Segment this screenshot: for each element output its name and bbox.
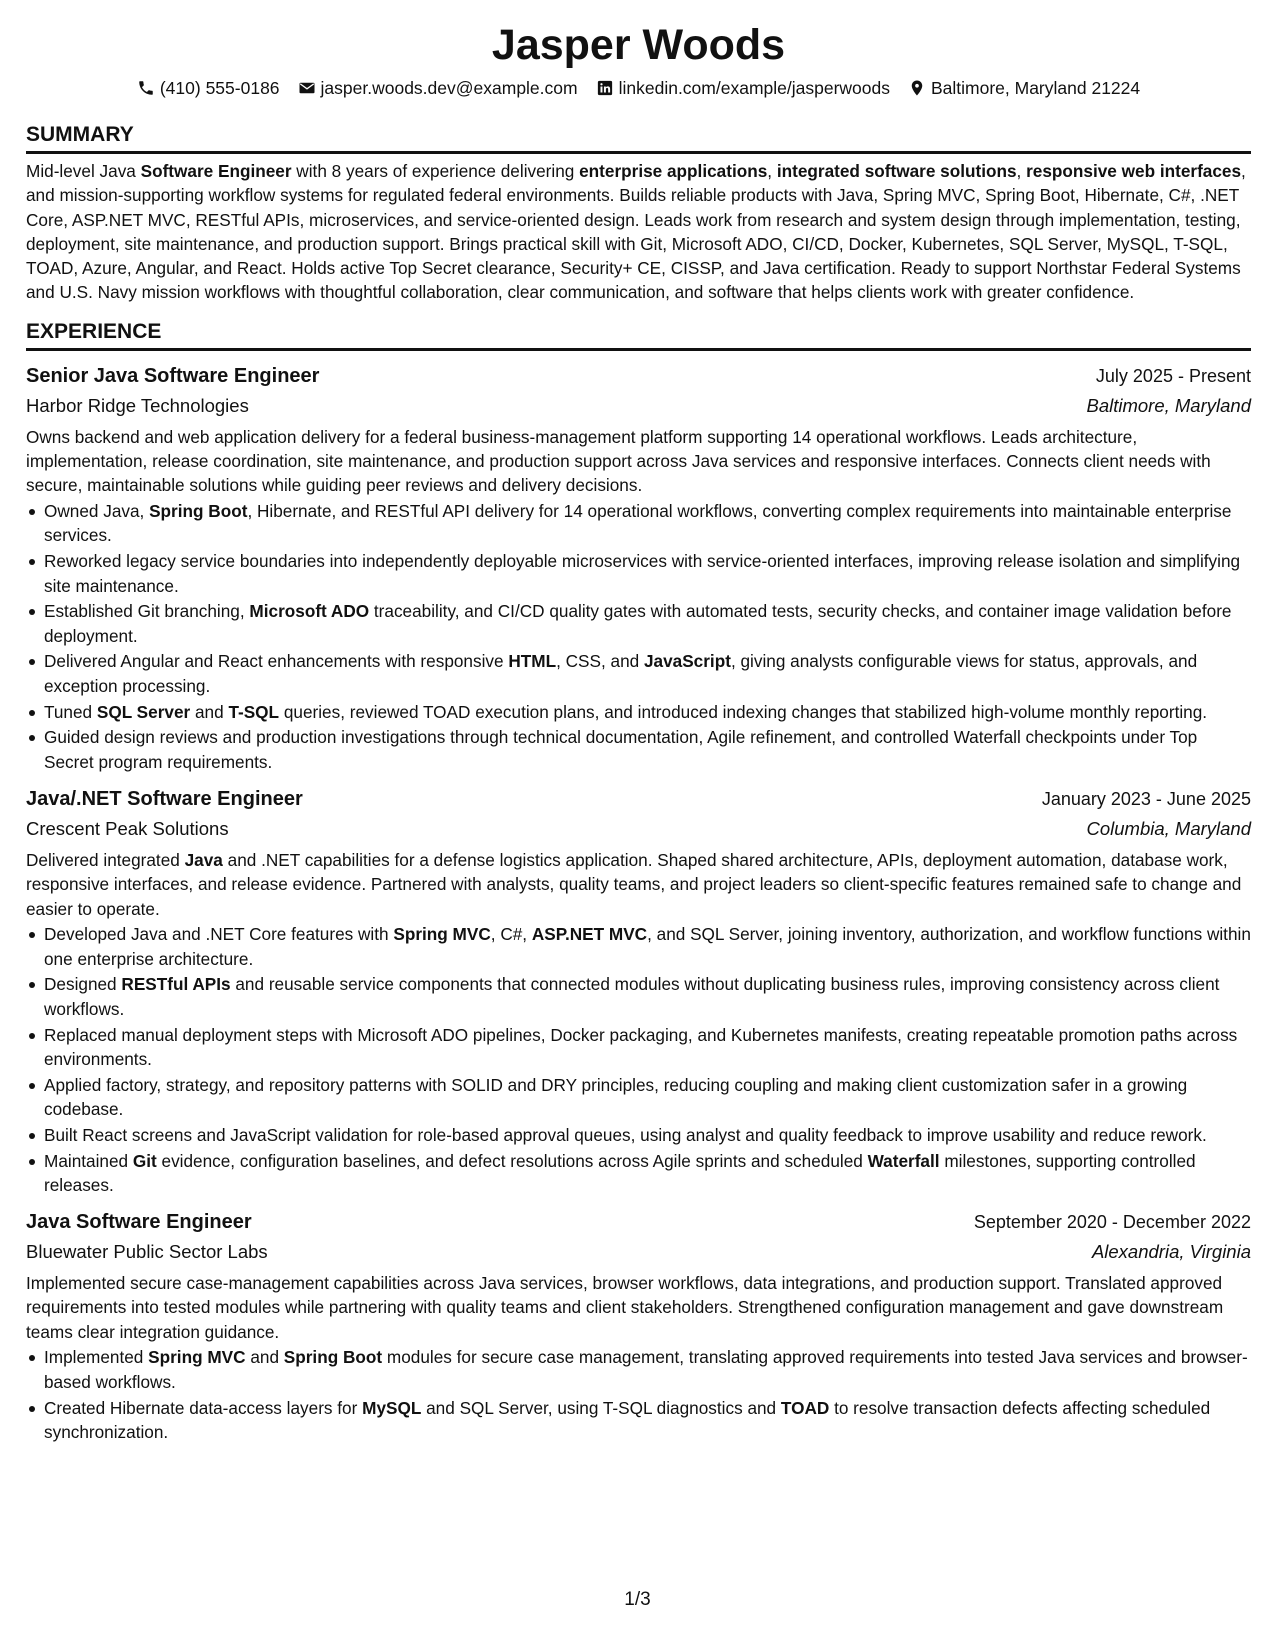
emphasis-text: Git — [132, 1150, 157, 1171]
experience-heading: EXPERIENCE — [26, 319, 1251, 351]
job-location: Alexandria, Virginia — [1091, 1241, 1251, 1263]
text-run: evidence, configuration baselines, and defect resolutions across Agile sprints and scheduled — [156, 1150, 868, 1171]
job-location: Baltimore, Maryland — [1086, 394, 1251, 416]
bullet-item — [44, 1023, 1251, 1072]
bullet-item — [44, 1345, 1251, 1394]
text-run: Established Git branching, — [44, 601, 250, 622]
job-entry — [26, 1207, 1251, 1444]
bullet-item — [44, 1123, 1251, 1147]
bullet-item — [44, 649, 1251, 698]
job-company: Crescent Peak Solutions — [26, 817, 229, 839]
bullet-item — [44, 1396, 1251, 1445]
text-run: Designed — [44, 974, 122, 995]
contact-location — [908, 76, 1140, 100]
candidate-name: Jasper Woods — [491, 21, 786, 69]
bullet-item — [44, 972, 1251, 1021]
map-pin-icon — [908, 79, 926, 97]
text-run: with 8 years of experience delivering — [291, 161, 580, 181]
job-dates: September 2020 - December 2022 — [973, 1212, 1251, 1233]
bullet-item — [44, 599, 1251, 648]
text-run: Owns backend and web application delivery for a federal business-management platform supporting 14 operational workflows. Leads architecture, implementation, release coordination, site maintenance, and production support across Java services and responsive interfaces. Connects client needs with secure, maintainable solutions while guiding peer reviews and delivery decisions. — [26, 426, 1211, 496]
text-run: Implemented — [44, 1347, 149, 1368]
job-entry — [26, 361, 1251, 774]
job-bullets — [26, 499, 1251, 774]
text-run: , C#, — [490, 924, 532, 945]
emphasis-text: Software Engineer — [140, 161, 292, 181]
text-run: and .NET capabilities for a defense logistics application. Shaped shared architecture, APIs, deployment automation, database work, responsive interfaces, and release evidence. Partnered with analysts, quality teams, and project leaders so client-specific features remained safe to change and easier to operate. — [26, 849, 1242, 919]
job-title: Java/.NET Software Engineer — [26, 787, 303, 810]
text-run: , CSS, and — [556, 651, 644, 672]
emphasis-text: Spring MVC — [393, 924, 491, 945]
bullet-item — [44, 725, 1251, 774]
text-run: Applied factory, strategy, and repository patterns with SOLID and DRY principles, reducing coupling and making client customization safer in a growing codebase. — [44, 1074, 1188, 1119]
emphasis-text: integrated software solutions — [776, 161, 1017, 181]
contact-email[interactable] — [298, 76, 578, 100]
emphasis-text: responsive web interfaces — [1026, 161, 1242, 181]
job-title: Senior Java Software Engineer — [26, 364, 320, 387]
text-run: and SQL Server, using T-SQL diagnostics and — [421, 1397, 781, 1418]
phone-icon — [137, 79, 155, 97]
text-run: and — [190, 701, 229, 722]
text-run: Replaced manual deployment steps with Microsoft ADO pipelines, Docker packaging, and Kubernetes manifests, creating repeatable promotion paths across environments. — [44, 1024, 1238, 1069]
text-run: , Hibernate, and RESTful API delivery for 14 operational workflows, converting complex requirements into maintainable enterprise services. — [44, 501, 1232, 546]
text-run: Reworked legacy service boundaries into independently deployable microservices with service-oriented interfaces, improving release isolation and simplifying site maintenance. — [44, 551, 1241, 596]
summary-text — [26, 159, 1251, 305]
job-summary — [26, 425, 1251, 498]
emphasis-text: TOAD — [780, 1397, 830, 1418]
emphasis-text: Spring Boot — [283, 1347, 383, 1368]
text-run: Tuned — [44, 701, 97, 722]
text-run: milestones, supporting controlled releases. — [44, 1150, 1196, 1195]
envelope-icon — [298, 79, 316, 97]
experience-section — [26, 319, 1251, 1444]
bullet-item — [44, 700, 1251, 724]
emphasis-text: Spring MVC — [148, 1347, 246, 1368]
contact-bar — [26, 76, 1251, 100]
emphasis-text: Spring Boot — [149, 501, 248, 522]
text-run: Built React screens and JavaScript validation for role-based approval queues, using analyst and quality feedback to improve usability and reduce rework. — [44, 1124, 1207, 1145]
job-dates: January 2023 - June 2025 — [1041, 788, 1251, 809]
bullet-item — [44, 1149, 1251, 1198]
contact-linkedin[interactable] — [596, 76, 890, 100]
text-run: Developed Java and .NET Core features with — [44, 924, 394, 945]
job-company: Bluewater Public Sector Labs — [26, 1241, 268, 1263]
emphasis-text: JavaScript — [643, 651, 731, 672]
page-number: 1/3 — [624, 1589, 651, 1610]
bullet-item — [44, 922, 1251, 971]
email-link[interactable]: jasper.woods.dev@example.com — [320, 78, 578, 98]
job-dates: July 2025 - Present — [1095, 365, 1251, 386]
text-run: and — [245, 1347, 284, 1368]
text-run: Delivered Angular and React enhancements with responsive — [44, 651, 509, 672]
linkedin-link[interactable]: linkedin.com/example/jasperwoods — [618, 78, 890, 98]
bullet-item — [44, 549, 1251, 598]
job-company: Harbor Ridge Technologies — [26, 394, 249, 416]
emphasis-text: Microsoft ADO — [249, 601, 370, 622]
contact-phone — [137, 76, 280, 100]
text-run: Owned Java, — [44, 501, 150, 522]
text-run: queries, reviewed TOAD execution plans, and introduced indexing changes that stabilized high-volume monthly reporting. — [279, 701, 1208, 722]
emphasis-text: Waterfall — [867, 1150, 940, 1171]
text-run: traceability, and CI/CD quality gates with automated tests, security checks, and container image validation before deployment. — [44, 601, 1232, 646]
emphasis-text: MySQL — [362, 1397, 422, 1418]
text-run: Delivered integrated — [26, 849, 185, 870]
emphasis-text: ASP.NET MVC — [531, 924, 648, 945]
summary-heading: SUMMARY — [26, 122, 1251, 154]
text-run: , giving analysts configurable views for status, approvals, and exception processing. — [44, 651, 1198, 696]
text-run: Maintained — [44, 1150, 133, 1171]
job-summary — [26, 848, 1251, 921]
text-run: Guided design reviews and production investigations through technical documentation, Agile refinement, and controlled Waterfall checkpoints under Top Secret program requirements. — [44, 727, 1198, 772]
job-title: Java Software Engineer — [26, 1211, 252, 1234]
job-bullets — [26, 1345, 1251, 1444]
job-location: Columbia, Maryland — [1086, 817, 1251, 839]
text-run: and reusable service components that connected modules without duplicating business rules, improving consistency across client workflows. — [44, 974, 1220, 1019]
text-run: modules for secure case management, translating approved requirements into tested Java services and browser-based workflows. — [44, 1347, 1248, 1392]
emphasis-text: RESTful APIs — [121, 974, 231, 995]
emphasis-text: T-SQL — [228, 701, 280, 722]
emphasis-text: enterprise applications — [579, 161, 768, 181]
text-run: , — [1016, 161, 1027, 181]
job-entry — [26, 784, 1251, 1197]
emphasis-text: HTML — [508, 651, 557, 672]
text-run: , — [767, 161, 777, 181]
bullet-item — [44, 1073, 1251, 1122]
resume-page — [26, 18, 1251, 1444]
text-run: , and mission-supporting workflow systems for regulated federal environments. Builds reliable products with Java, Spring MVC, Spring Boot, Hibernate, C#, .NET Core, ASP.NET MVC, RESTful APIs, microservices, and service-oriented design. Leads work from research and system design through implementation, testing, deployment, site maintenance, and production support. Brings practical skill with Git, Microsoft ADO, CI/CD, Docker, Kubernetes, SQL Server, MySQL, T-SQL, TOAD, Azure, Angular, and React. Holds active Top Secret clearance, Security+ CE, CISSP, and Java certification. Ready to support Northstar Federal Systems and U.S. Navy mission workflows with thoughtful collaboration, clear communication, and software that helps clients work with greater confidence. — [26, 161, 1246, 303]
phone-text: (410) 555-0186 — [159, 78, 280, 98]
emphasis-text: SQL Server — [96, 701, 191, 722]
summary-section — [26, 122, 1251, 305]
linkedin-icon — [596, 79, 614, 97]
text-run: Created Hibernate data-access layers for — [44, 1397, 363, 1418]
text-run: Implemented secure case-management capabilities across Java services, browser workflows, data integrations, and production support. Translated approved requirements into tested modules while partnering with quality teams and client stakeholders. Strengthened configuration management and gave downstream teams clear integration guidance. — [26, 1273, 1224, 1342]
bullet-item — [44, 499, 1251, 548]
location-text: Baltimore, Maryland 21224 — [930, 78, 1141, 98]
text-run: Mid-level Java — [26, 161, 141, 181]
emphasis-text: Java — [184, 849, 223, 870]
text-run: to resolve transaction defects affecting scheduled synchronization. — [44, 1397, 1211, 1442]
text-run: , and SQL Server, joining inventory, authorization, and workflow functions within one enterprise architecture. — [44, 924, 1251, 969]
job-summary — [26, 1271, 1251, 1344]
job-bullets — [26, 922, 1251, 1197]
